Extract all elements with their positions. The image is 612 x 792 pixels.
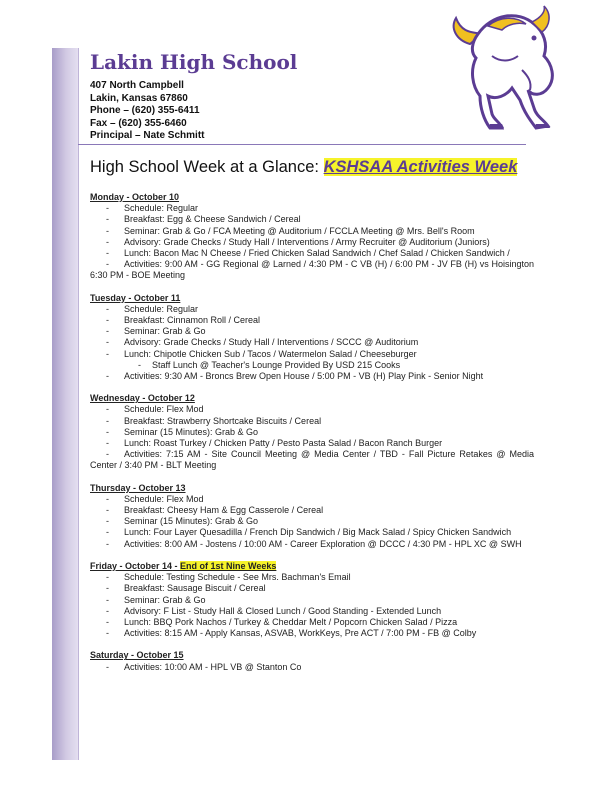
activities-item: - Activities: 9:00 AM - GG Regional @ Larned / 4:30 PM - C VB (H) / 6:00 PM - JV FB (H) vs Hoisington 6:30 PM - BOE Meeting: [90, 259, 534, 281]
activities-item: - Activities: 8:00 AM - Jostens / 10:00 AM - Career Exploration @ DCCC / 4:30 PM - HPL XC @ SWH: [90, 539, 534, 550]
schedule-item: - Schedule: Flex Mod: [90, 404, 534, 415]
day-tuesday: [90, 293, 534, 383]
day-heading: Monday - October 10: [90, 192, 180, 202]
seminar-item: - Seminar (15 Minutes): Grab & Go: [90, 516, 534, 527]
address-line-fax: Fax – (620) 355-6460: [90, 117, 187, 129]
address-line-street: 407 North Campbell: [90, 80, 184, 91]
advisory-item: - Advisory: F List - Study Hall & Closed Lunch / Good Standing - Extended Lunch: [90, 606, 534, 617]
day-heading: Tuesday - October 11: [90, 292, 181, 303]
bronco-mascot-logo: [448, 4, 566, 132]
day-heading-separator: -: [172, 560, 181, 571]
week-schedule: [90, 192, 534, 684]
day-wednesday: [90, 393, 534, 471]
day-heading: Wednesday - October 12: [90, 393, 195, 404]
lunch-item: - Lunch: Four Layer Quesadilla / French Dip Sandwich / Big Mack Salad / Spicy Chicken Sandwich: [90, 527, 534, 538]
lunch-item: - Lunch: Bacon Mac N Cheese / Fried Chicken Salad Sandwich / Chef Salad / Chicken Sandwich /: [90, 248, 534, 259]
staff-lunch-subitem: - Staff Lunch @ Teacher's Lounge Provided By USD 215 Cooks: [90, 360, 534, 371]
seminar-item: - Seminar: Grab & Go: [90, 595, 534, 606]
day-thursday: [90, 483, 534, 550]
page-title-highlight: KSHSAA Activities Week: [323, 158, 518, 176]
breakfast-item: - Breakfast: Cheesy Ham & Egg Casserole / Cereal: [90, 505, 534, 516]
schedule-item: - Schedule: Regular: [90, 304, 534, 315]
seminar-item: - Seminar: Grab & Go / FCA Meeting @ Auditorium / FCCLA Meeting @ Mrs. Bell's Room: [90, 226, 534, 237]
decorative-side-bar: [52, 48, 79, 760]
advisory-item: - Advisory: Grade Checks / Study Hall / Interventions / SCCC @ Auditorium: [90, 337, 534, 348]
address-line-phone: Phone – (620) 355-6411: [90, 105, 200, 116]
page-title: [90, 158, 517, 177]
header-divider: [78, 144, 526, 145]
activities-item: - Activities: 7:15 AM - Site Council Meeting @ Media Center / TBD - Fall Picture Retakes @ Media Center / 3:40 PM - BLT Meeting: [90, 449, 534, 471]
schedule-item: - Schedule: Testing Schedule - See Mrs. Bachman's Email: [90, 572, 534, 583]
activities-item: - Activities: 10:00 AM - HPL VB @ Stanton Co: [90, 662, 534, 673]
schedule-item: - Schedule: Regular: [90, 203, 534, 214]
address-line-city: Lakin, Kansas 67860: [90, 92, 188, 104]
breakfast-item: - Breakfast: Egg & Cheese Sandwich / Cereal: [90, 214, 534, 225]
day-heading-date: Friday - October 14: [90, 560, 173, 571]
day-heading: [90, 561, 534, 572]
activities-item: - Activities: 8:15 AM - Apply Kansas, ASVAB, WorkKeys, Pre ACT / 7:00 PM - FB @ Colby: [90, 628, 534, 639]
breakfast-item: - Breakfast: Sausage Biscuit / Cereal: [90, 583, 534, 594]
day-saturday: [90, 650, 534, 672]
day-monday: [90, 192, 534, 282]
end-of-quarter-badge: End of 1st Nine Weeks: [180, 560, 277, 571]
lunch-item: - Lunch: Roast Turkey / Chicken Patty / Pesto Pasta Salad / Bacon Ranch Burger: [90, 438, 534, 449]
advisory-item: - Advisory: Grade Checks / Study Hall / Interventions / Army Recruiter @ Auditorium (Juniors): [90, 237, 534, 248]
lunch-item: - Lunch: Chipotle Chicken Sub / Tacos / Watermelon Salad / Cheeseburger: [90, 349, 534, 360]
schedule-item: - Schedule: Flex Mod: [90, 494, 534, 505]
day-heading: Saturday - October 15: [90, 650, 184, 661]
activities-item: - Activities: 9:30 AM - Broncs Brew Open House / 5:00 PM - VB (H) Play Pink - Senior Night: [90, 371, 534, 382]
school-name: Lakin High School: [90, 50, 298, 74]
day-heading: Thursday - October 13: [90, 482, 186, 493]
seminar-item: - Seminar: Grab & Go: [90, 326, 534, 337]
page-title-prefix: High School Week at a Glance:: [90, 158, 324, 176]
address-line-principal: Principal – Nate Schmitt: [90, 130, 205, 141]
lunch-item: - Lunch: BBQ Pork Nachos / Turkey & Cheddar Melt / Popcorn Chicken Salad / Pizza: [90, 617, 534, 628]
breakfast-item: - Breakfast: Cinnamon Roll / Cereal: [90, 315, 534, 326]
breakfast-item: - Breakfast: Strawberry Shortcake Biscuits / Cereal: [90, 416, 534, 427]
letterhead: [90, 50, 390, 143]
seminar-item: - Seminar (15 Minutes): Grab & Go: [90, 427, 534, 438]
day-friday: [90, 561, 534, 639]
